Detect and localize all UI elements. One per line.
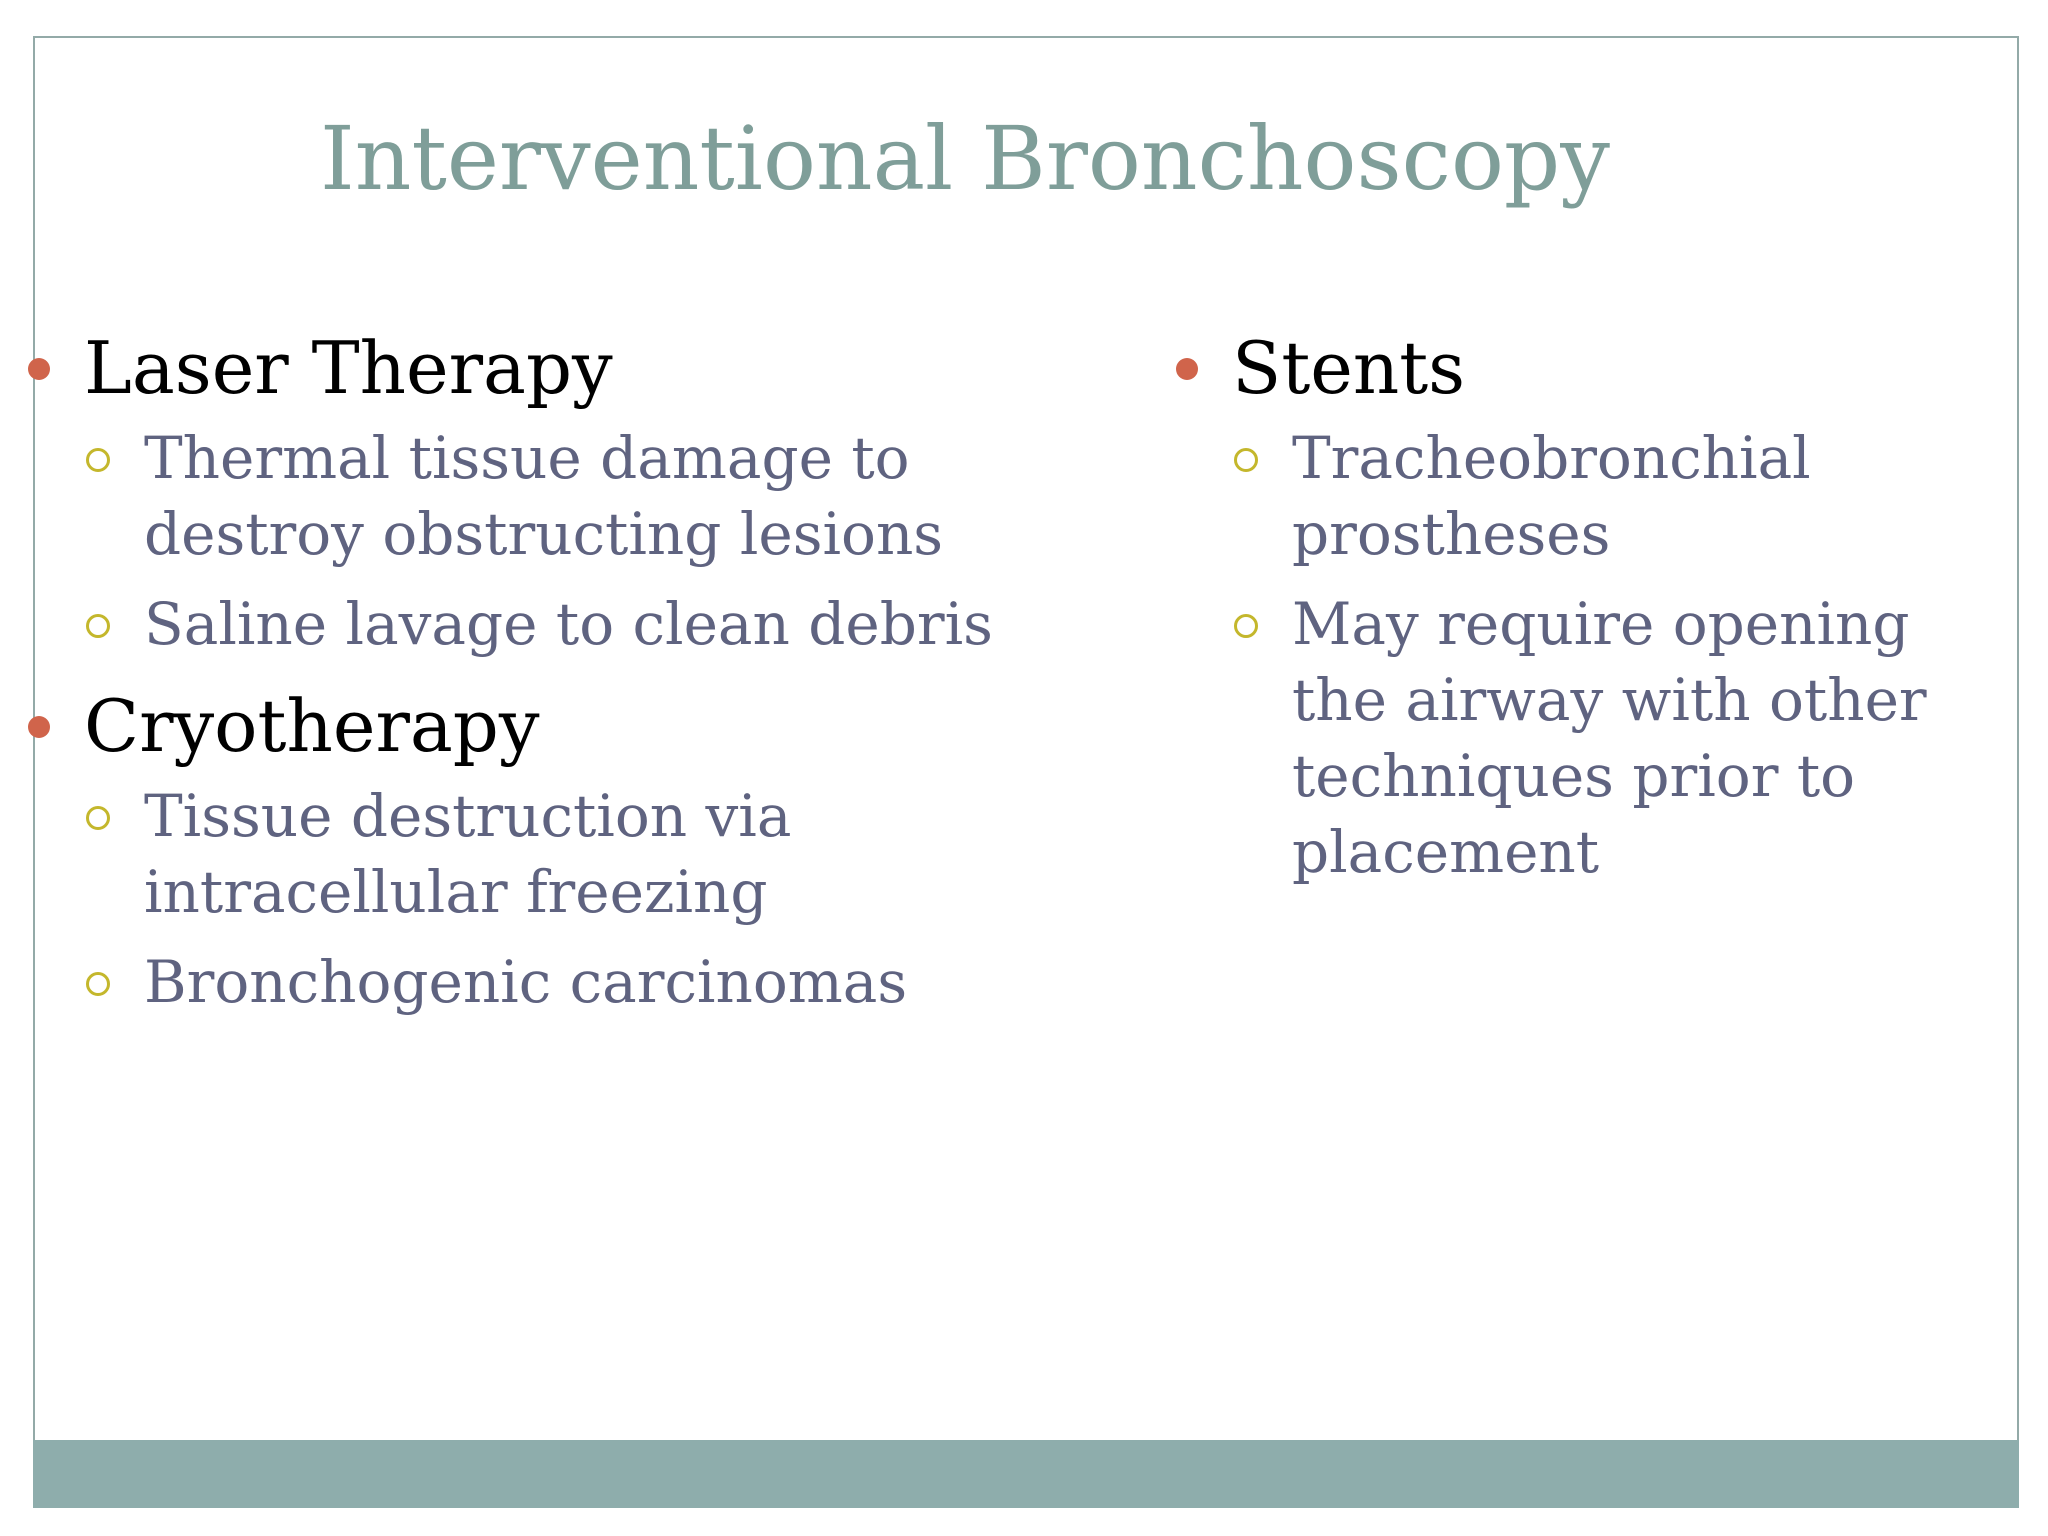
heading-laser-therapy — [22, 318, 1082, 418]
slide-title: Interventional Bronchoscopy — [320, 107, 1610, 210]
list-item-text: Thermal tissue damage to destroy obstructing lesions — [144, 424, 944, 568]
hollow-circle-bullet-icon — [86, 972, 110, 996]
list-item-text: Tissue destruction via intracellular freezing — [144, 782, 792, 926]
heading-text: Stents — [1232, 326, 1466, 410]
filled-circle-bullet-icon — [28, 716, 50, 738]
right-column — [1170, 318, 2010, 904]
list-item — [22, 586, 1082, 662]
list-item — [1170, 586, 2010, 890]
filled-circle-bullet-icon — [28, 358, 50, 380]
heading-text: Cryotherapy — [84, 684, 540, 768]
list-item-text: May require opening the airway with other techniques prior to placement — [1292, 590, 1927, 886]
list-item-text: Tracheobronchial prostheses — [1292, 424, 1811, 568]
heading-text: Laser Therapy — [84, 326, 613, 410]
list-item — [22, 778, 1082, 930]
filled-circle-bullet-icon — [1176, 358, 1198, 380]
hollow-circle-bullet-icon — [86, 806, 110, 830]
hollow-circle-bullet-icon — [86, 614, 110, 638]
footer-bar — [33, 1440, 2019, 1508]
left-column — [22, 318, 1082, 1034]
list-item — [22, 944, 1082, 1020]
hollow-circle-bullet-icon — [1234, 614, 1258, 638]
list-item — [1170, 420, 2010, 572]
hollow-circle-bullet-icon — [1234, 448, 1258, 472]
list-item — [22, 420, 1082, 572]
heading-cryotherapy — [22, 676, 1082, 776]
list-item-text: Bronchogenic carcinomas — [144, 948, 908, 1016]
heading-stents — [1170, 318, 2010, 418]
hollow-circle-bullet-icon — [86, 448, 110, 472]
list-item-text: Saline lavage to clean debris — [144, 590, 993, 658]
